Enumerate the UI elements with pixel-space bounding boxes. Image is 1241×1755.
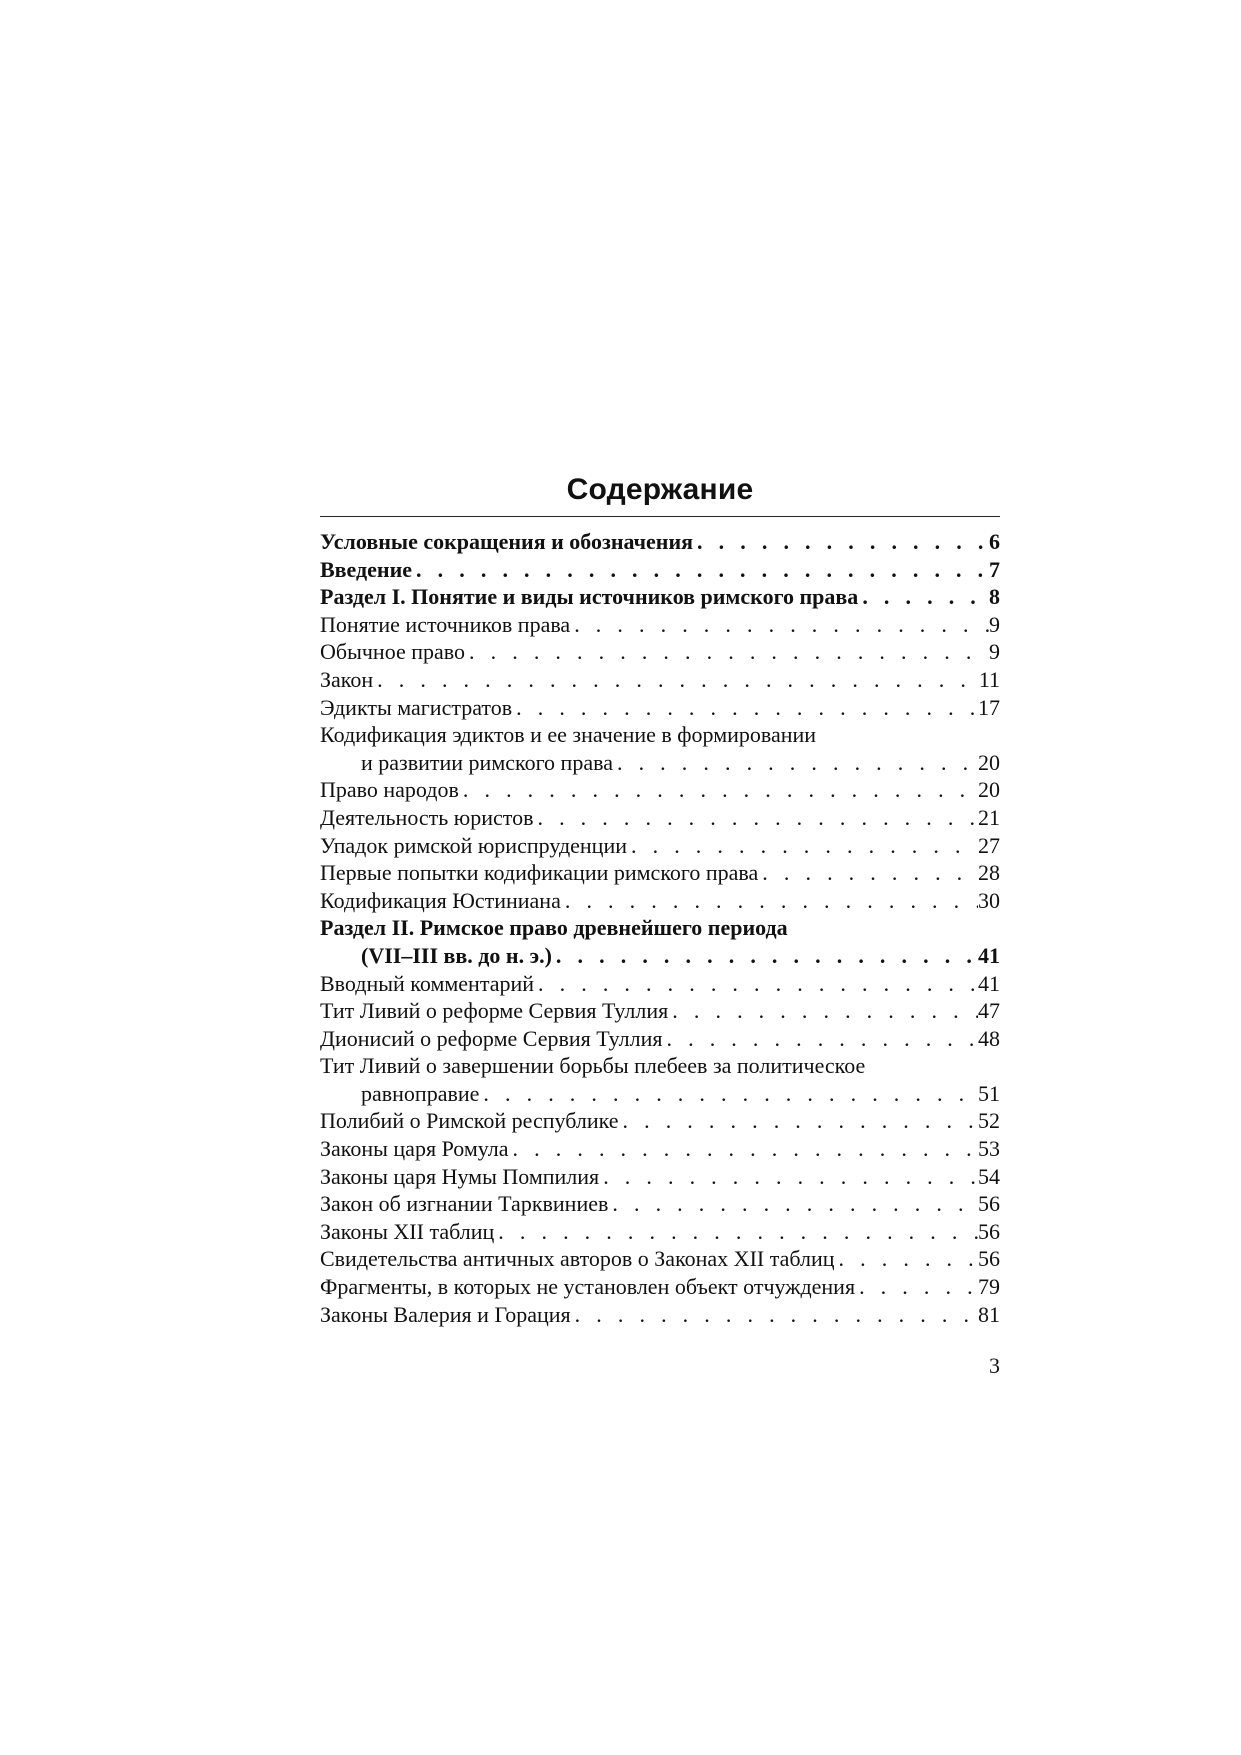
toc-entry-page: 20	[978, 749, 1000, 775]
dot-leader	[693, 528, 989, 556]
toc-entry-line	[320, 997, 1000, 1025]
toc-entry-title: Тит Ливий о реформе Сервия Туллия	[320, 998, 669, 1024]
toc-entry-line	[320, 666, 1000, 694]
toc-entry-title: Закон	[320, 666, 374, 692]
toc-entry-page: 27	[978, 832, 1000, 858]
toc-entry	[320, 1190, 1000, 1218]
toc-entry	[320, 1301, 1000, 1329]
toc-entry-page: 53	[978, 1136, 1000, 1162]
toc-entry-line	[320, 611, 1000, 639]
toc-entry-line	[320, 1135, 1000, 1163]
toc-entry-title: Первые попытки кодификации римского права	[320, 860, 759, 886]
toc-entry-page: 30	[978, 887, 1000, 913]
dot-leader	[758, 859, 978, 887]
toc-entry-page: 56	[978, 1191, 1000, 1217]
toc-entry	[320, 1025, 1000, 1053]
dot-leader	[608, 1190, 978, 1218]
dot-leader	[494, 1218, 978, 1246]
dot-leader	[619, 1107, 979, 1135]
toc-entry-line	[320, 776, 1000, 804]
toc-entry-line	[320, 1245, 1000, 1273]
toc-entry-line	[320, 832, 1000, 860]
dot-leader	[552, 942, 978, 970]
toc-entry	[320, 1052, 1000, 1107]
toc-entry-line	[320, 1273, 1000, 1301]
toc-entry	[320, 583, 1000, 611]
toc-entry-page: 56	[978, 1218, 1000, 1244]
toc-entry-title: Законы царя Нумы Помпилия	[320, 1163, 600, 1189]
toc-entry-page: 9	[989, 639, 1000, 665]
dot-leader	[835, 1245, 978, 1273]
table-of-contents	[320, 470, 1000, 1328]
toc-entry-page: 81	[978, 1301, 1000, 1327]
title-divider	[320, 516, 1000, 517]
toc-entry-line	[320, 638, 1000, 666]
toc-entry-title: Фрагменты, в которых не установлен объект отчуждения	[320, 1274, 856, 1300]
toc-entry	[320, 1135, 1000, 1163]
toc-entry-page: 48	[978, 1025, 1000, 1051]
toc-entry-page: 79	[978, 1274, 1000, 1300]
dot-leader	[855, 1273, 978, 1301]
toc-entry	[320, 721, 1000, 776]
toc-entry-title: Упадок римской юриспруденции	[320, 832, 627, 858]
toc-entry-page: 8	[989, 584, 1000, 610]
dot-leader	[465, 638, 989, 666]
toc-entry-title: Тит Ливий о завершении борьбы плебеев за политическое	[320, 1053, 866, 1079]
toc-entry-page: 28	[978, 860, 1000, 886]
toc-entry-line	[320, 914, 1000, 942]
dot-leader	[509, 1135, 978, 1163]
toc-entry	[320, 638, 1000, 666]
toc-entry-line	[320, 721, 1000, 749]
toc-entry-line	[320, 694, 1000, 722]
dot-leader	[533, 804, 978, 832]
dot-leader	[459, 776, 978, 804]
toc-entry-title: Законы Валерия и Горация	[320, 1301, 571, 1327]
page-number: 3	[989, 1353, 1000, 1378]
toc-entry-page: 56	[978, 1246, 1000, 1272]
toc-entry-page: 47	[978, 998, 1000, 1024]
toc-entry-title: и развитии римского права	[361, 749, 613, 775]
toc-entry-page: 20	[978, 777, 1000, 803]
toc-entry-title: Законы XII таблиц	[320, 1218, 495, 1244]
toc-entry-line	[320, 1218, 1000, 1246]
dot-leader	[599, 1163, 978, 1191]
toc-entry	[320, 528, 1000, 556]
dot-leader	[571, 1301, 978, 1329]
toc-entry-page: 41	[978, 942, 1000, 968]
toc-entry-title: Деятельность юристов	[320, 804, 534, 830]
toc-entry	[320, 887, 1000, 915]
toc-entry	[320, 970, 1000, 998]
toc-entry	[320, 1245, 1000, 1273]
toc-entry	[320, 1273, 1000, 1301]
dot-leader	[479, 1080, 978, 1108]
toc-entry-title: Кодификация эдиктов и ее значение в формировании	[320, 722, 817, 748]
toc-entry-page: 11	[978, 666, 1000, 692]
toc-entry-title: Вводный комментарий	[320, 970, 535, 996]
toc-entry	[320, 1107, 1000, 1135]
dot-leader	[534, 970, 978, 998]
dot-leader	[412, 556, 989, 584]
dot-leader	[512, 694, 978, 722]
toc-entry	[320, 611, 1000, 639]
toc-entry-page: 52	[978, 1108, 1000, 1134]
dot-leader	[858, 583, 989, 611]
toc-entry-title: (VII–III вв. до н. э.)	[361, 942, 552, 968]
toc-entry-title: равноправие	[361, 1080, 480, 1106]
toc-entry-line	[320, 556, 1000, 584]
toc-entry	[320, 804, 1000, 832]
dot-leader	[561, 887, 978, 915]
toc-entry-title: Закон об изгнании Тарквиниев	[320, 1191, 609, 1217]
toc-entry-line	[320, 749, 1000, 777]
toc-entry-line	[320, 1163, 1000, 1191]
toc-entry-line	[320, 942, 1000, 970]
toc-entry-line	[320, 1301, 1000, 1329]
toc-entry	[320, 997, 1000, 1025]
toc-entry-page: 41	[978, 970, 1000, 996]
toc-entry	[320, 832, 1000, 860]
toc-entry-title: Дионисий о реформе Сервия Туллия	[320, 1025, 663, 1051]
toc-entry-page: 54	[978, 1163, 1000, 1189]
toc-entry	[320, 776, 1000, 804]
toc-entry	[320, 1218, 1000, 1246]
toc-entry-line	[320, 804, 1000, 832]
toc-entry-page: 21	[978, 804, 1000, 830]
toc-entry-title: Право народов	[320, 777, 459, 803]
toc-entry-line	[320, 1052, 1000, 1080]
toc-entry-line	[320, 528, 1000, 556]
toc-entry-line	[320, 859, 1000, 887]
toc-entry-line	[320, 1025, 1000, 1053]
toc-entry	[320, 859, 1000, 887]
toc-entry-title: Эдикты магистратов	[320, 694, 513, 720]
toc-title: Содержание	[566, 473, 754, 506]
toc-entry-line	[320, 1190, 1000, 1218]
toc-entry-title: Раздел II. Римское право древнейшего периода	[320, 915, 788, 941]
dot-leader	[627, 832, 978, 860]
toc-entry	[320, 556, 1000, 584]
toc-entry-title: Введение	[320, 556, 413, 582]
dot-leader	[663, 1025, 979, 1053]
toc-entry-title: Свидетельства античных авторов о Законах XII таблиц	[320, 1246, 835, 1272]
dot-leader	[613, 749, 978, 777]
toc-entry-title: Кодификация Юстиниана	[320, 887, 561, 913]
toc-entry-page: 9	[989, 611, 1000, 637]
toc-entry-title: Раздел I. Понятие и виды источников римского права	[320, 584, 859, 610]
toc-entry	[320, 694, 1000, 722]
toc-entry-title: Законы царя Ромула	[320, 1136, 509, 1162]
toc-entry-page: 6	[989, 529, 1000, 554]
toc-entry-page: 7	[989, 556, 1000, 582]
dot-leader	[668, 997, 978, 1025]
toc-entry-line	[320, 1107, 1000, 1135]
dot-leader	[570, 611, 989, 639]
toc-entry-line	[320, 1080, 1000, 1108]
toc-entry-line	[320, 583, 1000, 611]
toc-entry-page: 17	[978, 694, 1000, 720]
toc-entry	[320, 914, 1000, 969]
toc-entry	[320, 1163, 1000, 1191]
toc-entry	[320, 666, 1000, 694]
toc-entry-line	[320, 887, 1000, 915]
toc-entry-line	[320, 970, 1000, 998]
toc-entry-title: Полибий о Римской республике	[320, 1108, 619, 1134]
toc-entry-title: Понятие источников права	[320, 611, 571, 637]
toc-entry-page: 51	[978, 1080, 1000, 1106]
dot-leader	[373, 666, 979, 694]
toc-entry-list	[320, 528, 1000, 1328]
toc-entry-title: Условные сокращения и обозначения	[320, 529, 694, 554]
toc-entry-title: Обычное право	[320, 639, 466, 665]
